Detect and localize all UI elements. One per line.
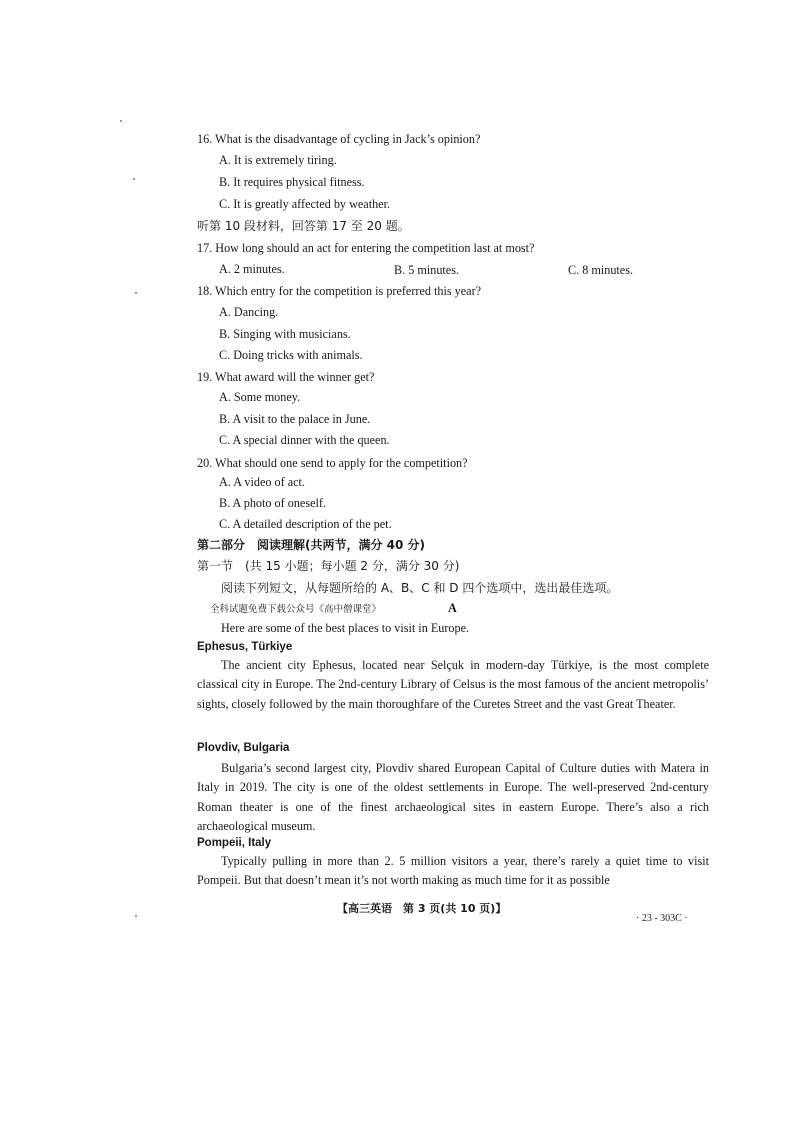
scan-speck xyxy=(135,915,137,917)
passage-intro: Here are some of the best places to visit in Europe. xyxy=(221,621,470,635)
question-16-option-a: A. It is extremely tiring. xyxy=(219,153,337,167)
question-17-option-b: B. 5 minutes. xyxy=(394,263,460,277)
question-16-option-c: C. It is greatly affected by weather. xyxy=(219,197,391,211)
question-18-option-a: A. Dancing. xyxy=(219,305,279,319)
place-heading-pompeii: Pompeii, Italy xyxy=(197,837,272,849)
question-17-option-a: A. 2 minutes. xyxy=(219,262,285,276)
place-text-ephesus: The ancient city Ephesus, located near Selçuk in modern-day Türkiye, is the most complete classical city in Europe. The 2nd-century Library of Celsus is the most famous of the ancient metropolis’ sights, closely followed by the main thoroughfare of the Curetes Street and the vast Great Theater. xyxy=(197,658,709,711)
question-20-option-a: A. A video of act. xyxy=(219,475,305,489)
question-18-option-c: C. Doing tricks with animals. xyxy=(219,348,363,362)
watermark-text: 全科试题免费下载公众号《高中僧课堂》 xyxy=(210,604,382,615)
reading-instruction: 阅读下列短文，从每题所给的 A、B、C 和 D 四个选项中，选出最佳选项。 xyxy=(221,581,619,595)
page-footer-label: 【高三英语 第 3 页(共 10 页)】 xyxy=(337,902,507,915)
place-text-plovdiv: Bulgaria’s second largest city, Plovdiv shared European Capital of Culture duties with Matera in Italy in 2019. The city is one of the oldest settlements in Europe. The well-preserved 2nd-century Roman theater is one of the finest archaeological sites in eastern Europe. There’s also a rich archaeological museum. xyxy=(197,761,709,833)
page-code: · 23 - 303C · xyxy=(636,913,688,924)
question-20-option-c: C. A detailed description of the pet. xyxy=(219,517,392,531)
question-19-stem: 19. What award will the winner get? xyxy=(197,370,375,384)
part2-title: 第二部分 阅读理解(共两节，满分 40 分) xyxy=(197,538,426,552)
question-18-stem: 18. Which entry for the competition is preferred this year? xyxy=(197,284,482,298)
question-16-stem: 16. What is the disadvantage of cycling in Jack’s opinion? xyxy=(197,132,481,146)
question-18-option-b: B. Singing with musicians. xyxy=(219,327,351,341)
section1-title: 第一节 (共 15 小题；每小题 2 分，满分 30 分) xyxy=(197,559,460,573)
question-20-stem: 20. What should one send to apply for the competition? xyxy=(197,456,468,470)
question-19-option-b: B. A visit to the palace in June. xyxy=(219,412,371,426)
question-20-option-b: B. A photo of oneself. xyxy=(219,496,326,510)
question-17-option-c: C. 8 minutes. xyxy=(568,263,634,277)
place-heading-ephesus: Ephesus, Türkiye xyxy=(197,641,293,653)
scan-speck xyxy=(133,178,135,180)
question-19-option-a: A. Some money. xyxy=(219,390,301,404)
passage-letter: A xyxy=(448,601,457,615)
scan-speck xyxy=(135,292,137,294)
place-heading-plovdiv: Plovdiv, Bulgaria xyxy=(197,742,290,754)
scan-speck xyxy=(120,120,122,122)
question-16-option-b: B. It requires physical fitness. xyxy=(219,175,365,189)
question-17-stem: 17. How long should an act for entering the competition last at most? xyxy=(197,241,535,255)
listen-instruction: 听第 10 段材料，回答第 17 至 20 题。 xyxy=(197,219,410,233)
question-19-option-c: C. A special dinner with the queen. xyxy=(219,433,390,447)
place-text-pompeii: Typically pulling in more than 2. 5 million visitors a year, there’s rarely a quiet time to visit Pompeii. But that doesn’t mean it’s not worth making as much time for it as possible xyxy=(197,854,709,888)
